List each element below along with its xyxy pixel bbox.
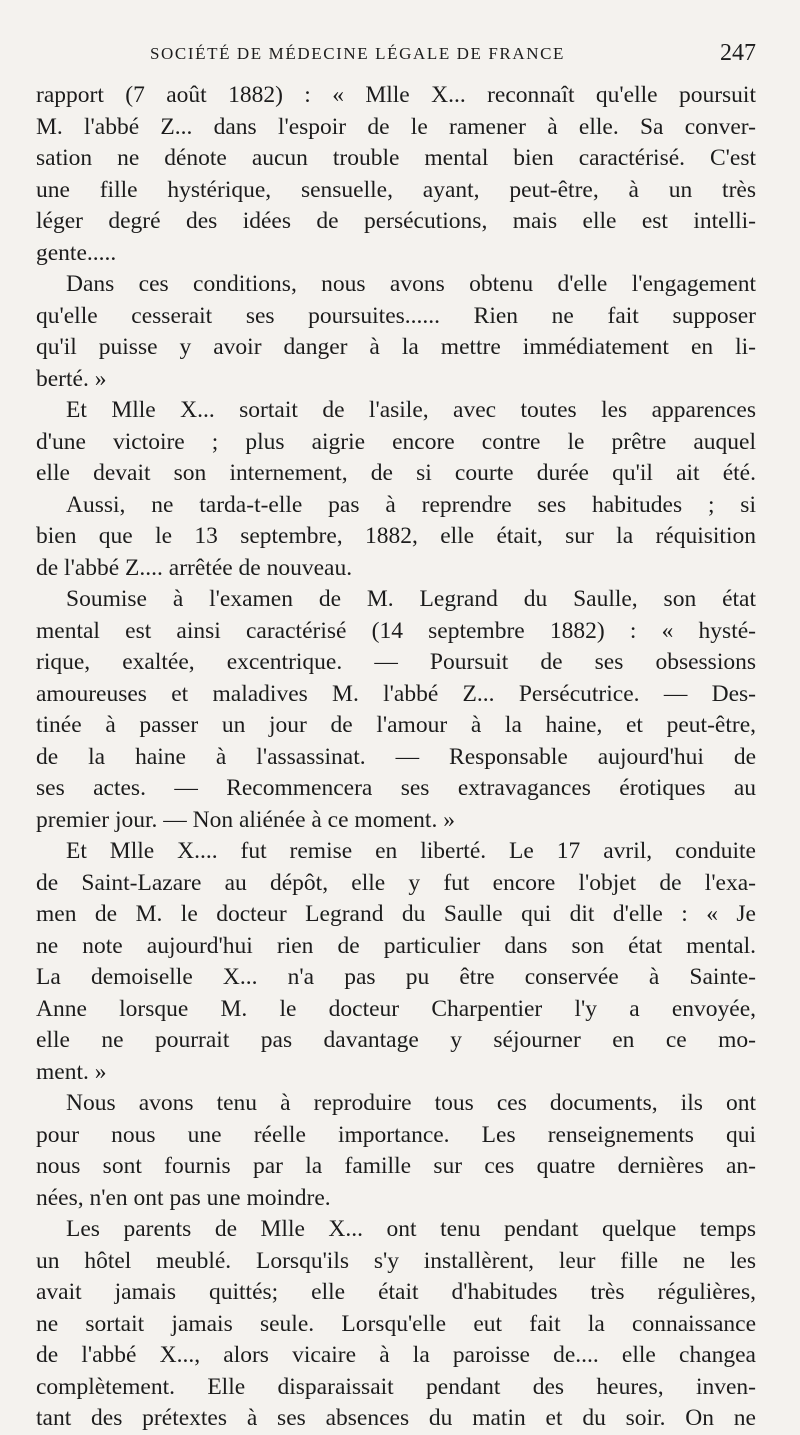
text-line: léger degré des idées de persécutions, mais elle est intelli- <box>36 208 756 234</box>
text-line: amoureuses et maladives M. l'abbé Z... Persécutrice. — Des- <box>36 680 756 707</box>
text-line: men de M. le docteur Legrand du Saulle qui dit d'elle : « Je <box>36 901 756 927</box>
text-line: sation ne dénote aucun trouble mental bien caractérisé. C'est <box>36 145 756 171</box>
text-line: M. l'abbé Z... dans l'espoir de le ramener à elle. Sa conver- <box>36 113 756 140</box>
text-line: ses actes. — Recommencera ses extravagances érotiques au <box>36 775 756 801</box>
text-line: qu'elle cesserait ses poursuites...... Rien ne fait supposer <box>36 302 756 329</box>
text-line: rapport (7 août 1882) : « Mlle X... reconnaît qu'elle poursuit <box>36 82 756 108</box>
text-line: Et Mlle X.... fut remise en liberté. Le 17 avril, conduite <box>66 838 756 864</box>
body-text <box>36 80 756 1435</box>
text-line: de la haine à l'assassinat. — Responsable aujourd'hui de <box>36 743 756 770</box>
text-line: ne sortait jamais seule. Lorsqu'elle eut fait la connaissance <box>36 1310 756 1337</box>
text-line: Aussi, ne tarda-t-elle pas à reprendre ses habitudes ; si <box>66 491 756 518</box>
text-line: ment. » <box>36 1058 107 1085</box>
text-line: d'une victoire ; plus aigrie encore contre le prêtre auquel <box>36 428 756 455</box>
text-line: berté. » <box>36 365 107 392</box>
text-line: ne note aujourd'hui rien de particulier dans son état mental. <box>36 932 756 959</box>
text-line: elle ne pourrait pas davantage y séjourner en ce mo- <box>36 1027 756 1053</box>
text-line: un hôtel meublé. Lorsqu'ils s'y installèrent, leur fille ne les <box>36 1247 756 1274</box>
text-line: mental est ainsi caractérisé (14 septembre 1882) : « hysté- <box>36 617 756 644</box>
text-line: qu'il puisse y avoir danger à la mettre immédiatement en li- <box>36 334 756 360</box>
text-line: tinée à passer un jour de l'amour à la haine, et peut-être, <box>36 712 756 738</box>
text-line: Soumise à l'examen de M. Legrand du Saulle, son état <box>66 586 756 612</box>
text-line: Les parents de Mlle X... ont tenu pendant quelque temps <box>66 1216 756 1242</box>
text-line: Nous avons tenu à reproduire tous ces documents, ils ont <box>66 1090 756 1116</box>
text-line: de l'abbé X..., alors vicaire à la paroisse de.... elle changea <box>36 1342 756 1368</box>
text-line: pour nous une réelle importance. Les renseignements qui <box>36 1121 756 1148</box>
text-line: de Saint-Lazare au dépôt, elle y fut encore l'objet de l'exa- <box>36 869 756 896</box>
text-line: premier jour. — Non aliénée à ce moment. » <box>36 806 455 833</box>
text-line: elle devait son internement, de si courte durée qu'il ait été. <box>36 460 756 486</box>
text-line: une fille hystérique, sensuelle, ayant, peut-être, à un très <box>36 176 756 203</box>
text-line: avait jamais quittés; elle était d'habitudes très régulières, <box>36 1279 756 1305</box>
page-number: 247 <box>720 40 756 66</box>
text-line: Anne lorsque M. le docteur Charpentier l'y a envoyée, <box>36 995 756 1022</box>
text-line: gente..... <box>36 239 117 266</box>
text-line: bien que le 13 septembre, 1882, elle était, sur la réquisition <box>36 523 756 549</box>
running-title: SOCIÉTÉ DE MÉDECINE LÉGALE DE FRANCE <box>150 44 566 63</box>
text-line: La demoiselle X... n'a pas pu être conservée à Sainte- <box>36 964 756 990</box>
text-line: de l'abbé Z.... arrêtée de nouveau. <box>36 554 353 581</box>
text-line: complètement. Elle disparaissait pendant des heures, inven- <box>36 1373 756 1400</box>
text-line: rique, exaltée, excentrique. — Poursuit de ses obsessions <box>36 649 756 675</box>
text-line: Dans ces conditions, nous avons obtenu d'elle l'engagement <box>66 271 756 297</box>
text-line: Et Mlle X... sortait de l'asile, avec toutes les apparences <box>66 397 756 423</box>
running-head <box>36 28 756 78</box>
text-line: tant des prétextes à ses absences du matin et du soir. On ne <box>36 1405 756 1431</box>
text-line: nous sont fournis par la famille sur ces quatre dernières an- <box>36 1153 756 1179</box>
text-line: nées, n'en ont pas une moindre. <box>36 1184 331 1211</box>
